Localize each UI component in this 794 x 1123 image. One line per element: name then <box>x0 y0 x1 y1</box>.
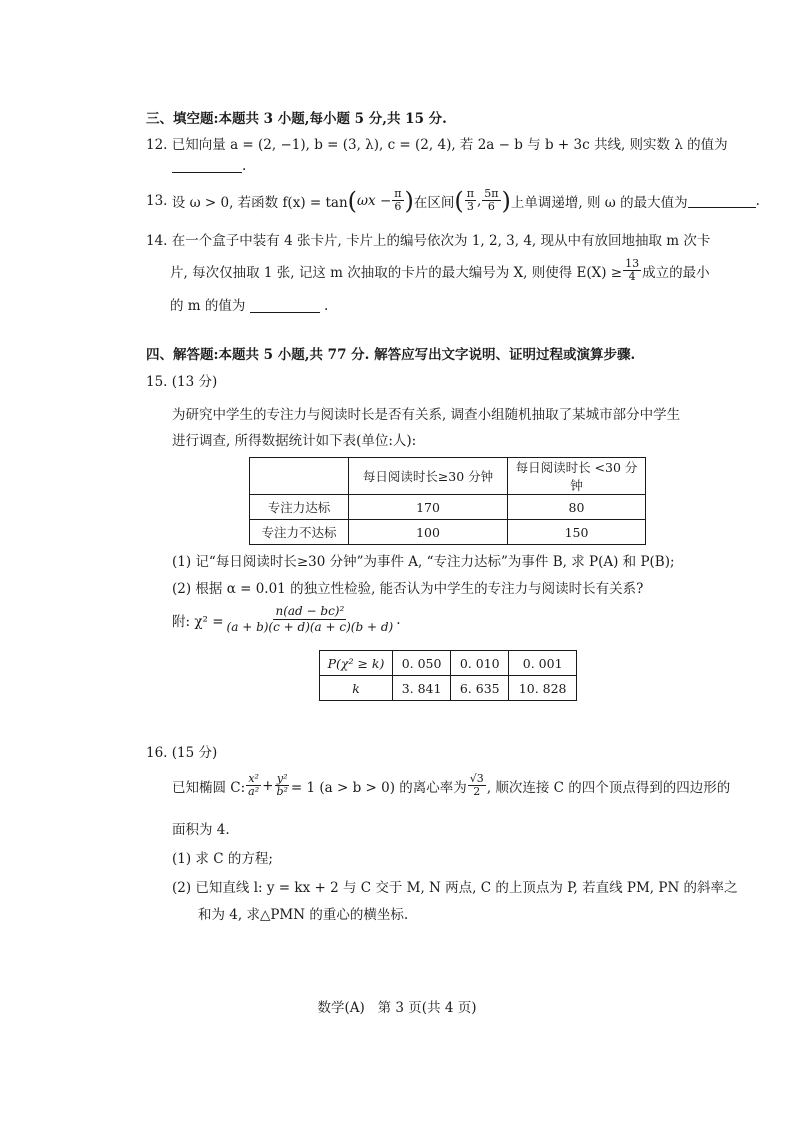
table-row <box>250 495 646 520</box>
q14-line1: 在一个盒子中装有 4 张卡片, 卡片上的编号依次为 1, 2, 3, 4, 现从中有放回地抽取 m 次卡 <box>171 233 711 249</box>
table-row <box>320 676 577 701</box>
q13-right-endpoint <box>482 188 500 213</box>
table-cell: 10. 828 <box>509 676 577 701</box>
table-cell: 0. 001 <box>509 651 577 676</box>
q13-pi-over-6 <box>392 188 403 213</box>
frac-den: 4 <box>628 270 636 283</box>
table-cell: 0. 010 <box>451 651 509 676</box>
question-12 <box>146 133 728 153</box>
q13-pre: 设 ω > 0, 若函数 f(x) = tan <box>171 194 348 211</box>
frac-num: x² <box>248 772 259 785</box>
q13-end: . <box>755 192 760 209</box>
frac-num: π <box>394 187 402 200</box>
q14-number: 14. <box>146 233 168 249</box>
table-cell: 3. 841 <box>393 676 451 701</box>
frac-den: 6 <box>487 200 495 213</box>
appendix-label: 附: χ² = <box>172 613 224 630</box>
q16-pre: 已知椭圆 C: <box>172 779 246 796</box>
q15-paragraph-1: 为研究中学生的专注力与阅读时长是否有关系, 调查小组随机抽取了某城市部分中学生 <box>172 407 681 423</box>
frac-num: π <box>466 187 474 200</box>
fill-blank-section-header: 三、填空题:本题共 3 小题,每小题 5 分,共 15 分. <box>146 111 447 127</box>
q16-line-1: 已知椭圆 C: $\frac{\text{x²}}{\text{a²}}$ + $\frac{\text{y²}}{\text{b²}}$ = 1 (a > b > 0) 的离心率为 $\frac{√3}{2}$ , 顺次连接 C 的四个顶点得到的四边形的 <box>172 772 731 798</box>
q12-answer-blank: . <box>172 158 246 174</box>
open-paren: ( <box>454 186 464 215</box>
q13-number: 13. <box>146 192 168 209</box>
frac-num: 13 <box>625 257 640 270</box>
q13-post: 上单调递增, 则 ω 的最大值为 <box>510 194 688 211</box>
table-header-cell: 每日阅读时长 <30 分钟 <box>508 458 646 495</box>
q15-chi-formula <box>172 604 401 635</box>
frac-den: b² <box>276 785 288 798</box>
question-13: 13. 设 ω > 0, 若函数 f(x) = tan ( ωx − $\frac{\pi}{6}$ ) 在区间 ( $\frac{\pi}{3}$ , $\frac{5\pi}{6}$ ) 上单调递增, 则 ω 的最大值为 . <box>146 186 760 215</box>
q16-subquestion-1: (1) 求 C 的方程; <box>172 851 273 867</box>
table-row <box>320 651 577 676</box>
question-14 <box>146 229 710 249</box>
open-paren: ( <box>347 186 358 215</box>
solve-section-header: 四、解答题:本题共 5 小题,共 77 分. 解答应写出文字说明、证明过程或演算步骤. <box>146 347 636 363</box>
q14-line2 <box>170 258 710 283</box>
frac-den: a² <box>248 785 260 798</box>
q16-mid: = 1 (a > b > 0) 的离心率为 <box>290 779 467 796</box>
q12-text: 已知向量 a = (2, −1), b = (3, λ), c = (2, 4), 若 2a − b 与 b + 3c 共线, 则实数 λ 的值为 <box>171 137 728 153</box>
table-cell: 6. 635 <box>451 676 509 701</box>
table-cell: 80 <box>508 495 646 520</box>
q14-end: . <box>323 298 329 314</box>
q15-data-table <box>249 457 646 545</box>
y-squared-over-b-squared <box>274 773 289 798</box>
q14-line3-text: 的 m 的值为 <box>170 298 246 314</box>
close-paren: ) <box>404 186 414 215</box>
q14-line2-post: 成立的最小 <box>642 264 710 281</box>
table-cell: 0. 050 <box>393 651 451 676</box>
table-cell: 专注力达标 <box>250 495 349 520</box>
chi-critical-table <box>319 650 577 701</box>
q14-fraction <box>623 258 641 283</box>
table-cell: 100 <box>349 520 508 545</box>
q12-number: 12. <box>146 137 168 153</box>
q15-subquestion-1: (1) 记“每日阅读时长≥30 分钟”为事件 A, “专注力达标”为事件 B, 求 P(A) 和 P(B); <box>172 554 675 570</box>
chi-square-fraction <box>225 604 396 635</box>
q16-subquestion-2b: 和为 4, 求△PMN 的重心的横坐标. <box>198 907 409 923</box>
q16-number: 16. (15 分) <box>146 745 218 761</box>
close-paren: ) <box>501 186 511 215</box>
q15-paragraph-2: 进行调查, 所得数据统计如下表(单位:人): <box>172 433 417 449</box>
frac-den: 3 <box>466 200 474 213</box>
q12-blank-line <box>172 158 242 173</box>
formula-end: . <box>396 611 401 628</box>
table-row <box>250 520 646 545</box>
frac-den: 2 <box>473 785 481 798</box>
q13-blank-line <box>688 193 756 208</box>
table-header-cell: 每日阅读时长≥30 分钟 <box>349 458 508 495</box>
page-footer: 数学(A) 第 3 页(共 4 页) <box>317 1000 477 1016</box>
q13-left-endpoint <box>465 188 476 213</box>
table-cell: 170 <box>349 495 508 520</box>
table-header-cell <box>250 458 349 495</box>
eccentricity-fraction <box>468 773 486 798</box>
q16-post: , 顺次连接 C 的四个顶点得到的四边形的 <box>486 779 731 796</box>
frac-den: (a + b)(c + d)(a + c)(b + d) <box>226 620 394 634</box>
q13-interval-text: 在区间 <box>413 194 455 211</box>
table-cell: k <box>320 676 393 701</box>
frac-num: y² <box>276 772 288 785</box>
table-cell: 专注力不达标 <box>250 520 349 545</box>
q14-line3 <box>170 294 328 314</box>
frac-den: 6 <box>394 200 402 213</box>
x-squared-over-a-squared <box>246 773 261 798</box>
frac-num: 5π <box>484 187 499 200</box>
q16-line-2: 面积为 4. <box>172 822 230 838</box>
frac-num: √3 <box>469 772 484 785</box>
q13-omega-x: ωx − <box>357 192 392 209</box>
q16-subquestion-2a: (2) 已知直线 l: y = kx + 2 与 C 交于 M, N 两点, C 的上顶点为 P, 若直线 PM, PN 的斜率之 <box>172 880 738 896</box>
table-cell: 150 <box>508 520 646 545</box>
frac-num: n(ad − bc)² <box>275 604 345 618</box>
q14-line2-pre: 片, 每次仅抽取 1 张, 记这 m 次抽取的卡片的最大编号为 X, 则使得 E(X) ≥ <box>170 264 623 281</box>
q15-number: 15. (13 分) <box>146 374 218 390</box>
q15-subquestion-2: (2) 根据 α = 0.01 的独立性检验, 能否认为中学生的专注力与阅读时长有关系? <box>172 581 644 597</box>
q14-blank-line <box>250 298 320 313</box>
table-cell: P(χ² ≥ k) <box>320 651 393 676</box>
table-header-row <box>250 458 646 495</box>
